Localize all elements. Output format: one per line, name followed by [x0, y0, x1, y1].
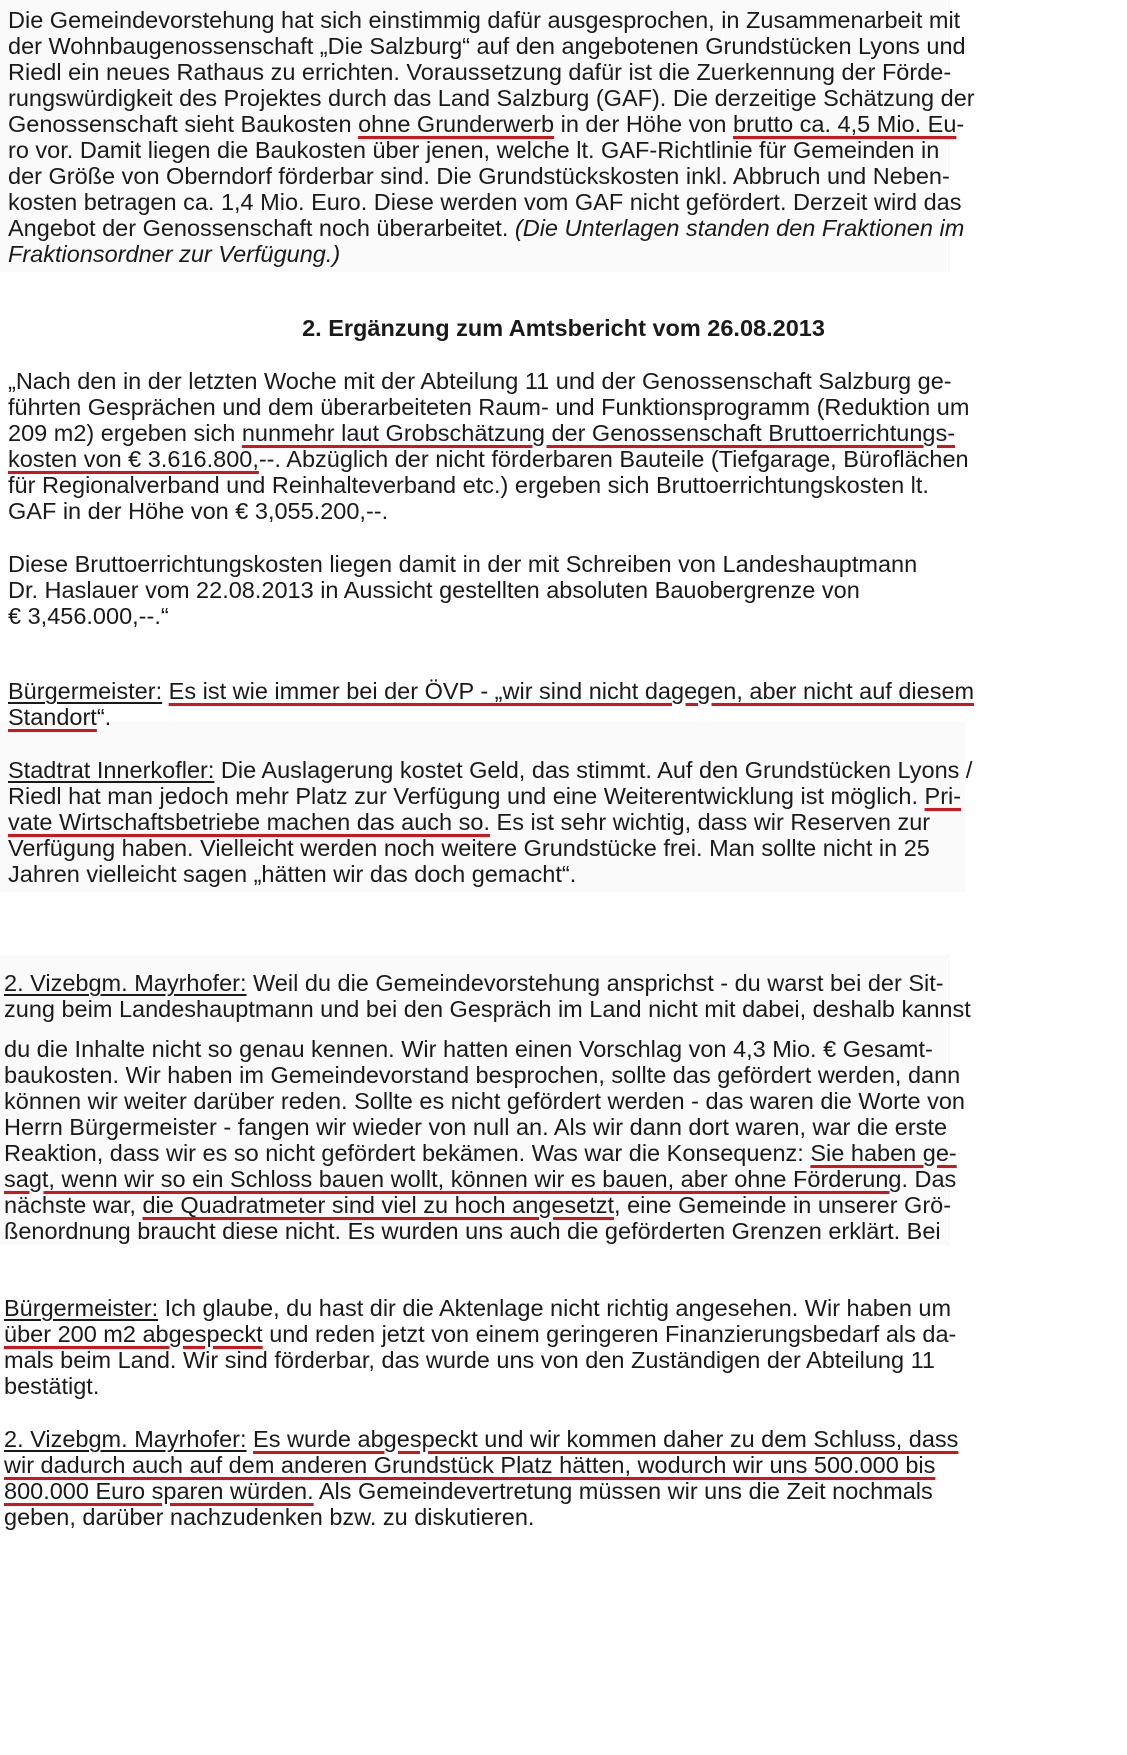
speaker-name: Stadtrat Innerkofler: [8, 757, 215, 783]
text-line: über 200 m2 abgespeckt und reden jetzt von einem geringeren Finanzierungsbedarf als da- [4, 1321, 957, 1347]
text-line [4, 1451, 935, 1480]
highlighted-phrase: über 200 m2 abgespeckt [4, 1321, 263, 1347]
text-line: kosten von € 3.616.800,--. Abzüglich der nicht förderbaren Bauteile (Tiefgarage, Büroflächen [8, 446, 969, 472]
text-line: der Größe von Oberndorf förderbar sind. Die Grundstückskosten inkl. Abbruch und Neben- [8, 163, 950, 189]
text-line: sagt, wenn wir so ein Schloss bauen wollt, können wir es bauen, aber ohne Förderung. Das [4, 1166, 957, 1192]
speaker-name: 2. Vizebgm. Mayrhofer: [4, 1426, 247, 1452]
text-line: Genossenschaft sieht Baukosten ohne Grunderwerb in der Höhe von brutto ca. 4,5 Mio. Eu- [8, 111, 965, 137]
text-line: geben, darüber nachzudenken bzw. zu diskutieren. [4, 1504, 535, 1530]
text-line: bestätigt. [4, 1373, 100, 1399]
section-heading: 2. Ergänzung zum Amtsbericht vom 26.08.2013 [302, 315, 825, 341]
text-line [8, 677, 974, 706]
highlighted-phrase: sagt, wenn wir so ein Schloss bauen wollt, können wir es bauen, aber ohne Förderung [4, 1166, 902, 1192]
text-line: € 3,456.000,--.“ [8, 603, 169, 629]
text-line: ro vor. Damit liegen die Baukosten über jenen, welche lt. GAF-Richtlinie für Gemeinden in [8, 137, 940, 163]
text-line: du die Inhalte nicht so genau kennen. Wir hatten einen Vorschlag von 4,3 Mio. € Gesamt- [4, 1036, 933, 1062]
text-line: 209 m2) ergeben sich nunmehr laut Grobschätzung der Genossenschaft Bruttoerrichtungs- [8, 420, 956, 446]
text-line: ßenordnung braucht diese nicht. Es wurden uns auch die geförderten Grenzen erklärt. Bei [4, 1218, 941, 1244]
text-line: GAF in der Höhe von € 3,055.200,--. [8, 498, 389, 524]
highlighted-phrase: Sie haben ge- [810, 1140, 957, 1166]
text-line: 2. Vizebgm. Mayrhofer: Weil du die Gemeindevorstehung ansprichst - du warst bei der Sit- [4, 970, 944, 996]
speaker-name: Bürgermeister: [8, 678, 163, 704]
highlighted-phrase: die Quadratmeter sind viel zu hoch angesetzt [142, 1192, 615, 1218]
text-line: Fraktionsordner zur Verfügung.) [8, 241, 341, 267]
text-line: nächste war, die Quadratmeter sind viel zu hoch angesetzt, eine Gemeinde in unserer Grö- [4, 1192, 952, 1218]
text-line: „Nach den in der letzten Woche mit der Abteilung 11 und der Genossenschaft Salzburg ge- [8, 368, 952, 394]
text-line [4, 1425, 958, 1454]
highlighted-phrase: Standort [8, 704, 97, 730]
text-line: baukosten. Wir haben im Gemeindevorstand besprochen, sollte das gefördert werden, dann [4, 1062, 961, 1088]
highlighted-phrase: vate Wirtschaftsbetriebe machen das auch so. [8, 809, 490, 835]
highlighted-phrase: ohne Grunderwerb [358, 111, 555, 137]
text-line: Die Gemeindevorstehung hat sich einstimmig dafür ausgesprochen, in Zusammenarbeit mit [8, 7, 961, 33]
text-line: rungswürdigkeit des Projektes durch das Land Salzburg (GAF). Die derzeitige Schätzung der [8, 85, 975, 111]
text-line: Standort“. [8, 704, 112, 730]
text-line: mals beim Land. Wir sind förderbar, das wurde uns von den Zuständigen der Abteilung 11 [4, 1347, 935, 1373]
highlighted-phrase: nunmehr laut Grobschätzung der Genossenschaft Bruttoerrichtungs- [241, 420, 956, 446]
speaker-name: Bürgermeister: [4, 1295, 159, 1321]
highlighted-phrase: brutto ca. 4,5 Mio. Eu [733, 111, 957, 137]
text-line: Diese Bruttoerrichtungskosten liegen damit in der mit Schreiben von Landeshauptmann [8, 551, 918, 577]
text-line: Verfügung haben. Vielleicht werden noch weitere Grundstücke frei. Man sollte nicht in 25 [8, 835, 930, 861]
text-line: Riedl hat man jedoch mehr Platz zur Verfügung und eine Weiterentwicklung ist möglich. Pri- [8, 783, 962, 809]
text-line: der Wohnbaugenossenschaft „Die Salzburg“ auf den angebotenen Grundstücken Lyons und [8, 33, 966, 59]
text-line: Dr. Haslauer vom 22.08.2013 in Aussicht gestellten absoluten Bauobergrenze von [8, 577, 860, 603]
text-line: führten Gesprächen und dem überarbeiteten Raum- und Funktionsprogramm (Reduktion um [8, 394, 970, 420]
text-line: Stadtrat Innerkofler: Die Auslagerung kostet Geld, das stimmt. Auf den Grundstücken Lyons / [8, 757, 973, 783]
text-line: für Regionalverband und Reinhalteverband etc.) ergeben sich Bruttoerrichtungskosten lt. [8, 472, 929, 498]
speaker-name: 2. Vizebgm. Mayrhofer: [4, 970, 247, 996]
text-line: zung beim Landeshauptmann und bei den Gespräch im Land nicht mit dabei, deshalb kannst [4, 996, 971, 1022]
text-line: Bürgermeister: Ich glaube, du hast dir die Aktenlage nicht richtig angesehen. Wir haben um [4, 1295, 952, 1321]
text-line: vate Wirtschaftsbetriebe machen das auch so. Es ist sehr wichtig, dass wir Reserven zur [8, 809, 931, 835]
highlighted-phrase: kosten von € 3.616.800, [8, 446, 259, 472]
text-line: Jahren vielleicht sagen „hätten wir das doch gemacht“. [8, 861, 577, 887]
text-line: Riedl ein neues Rathaus zu errichten. Voraussetzung dafür ist die Zuerkennung der Förde- [8, 59, 952, 85]
highlighted-phrase: 800.000 Euro sparen würden. [4, 1478, 314, 1504]
highlighted-phrase: wir dadurch auch auf dem anderen Grundstück Platz hätten, wodurch wir uns 500.000 bis [4, 1452, 936, 1478]
text-line: Herrn Bürgermeister - fangen wir wieder von null an. Als wir dann dort waren, war die erste [4, 1114, 948, 1140]
text-line: Angebot der Genossenschaft noch überarbeitet. (Die Unterlagen standen den Fraktionen im [8, 215, 965, 241]
highlighted-phrase: Es ist wie immer bei der ÖVP - „wir sind nicht dagegen, aber nicht auf diesem [168, 678, 975, 704]
text-line: Reaktion, dass wir es so nicht gefördert bekämen. Was war die Konsequenz: Sie haben ge- [4, 1140, 957, 1166]
text-line: können wir weiter darüber reden. Sollte es nicht gefördert werden - das waren die Worte von [4, 1088, 965, 1114]
text-line: 800.000 Euro sparen würden. Als Gemeindevertretung müssen wir uns die Zeit nochmals [4, 1478, 933, 1504]
highlighted-phrase: Pri- [924, 783, 962, 809]
text-line: kosten betragen ca. 1,4 Mio. Euro. Diese werden vom GAF nicht gefördert. Derzeit wird das [8, 189, 962, 215]
highlighted-phrase: Es wurde abgespeckt und wir kommen daher zu dem Schluss, dass [253, 1426, 959, 1452]
